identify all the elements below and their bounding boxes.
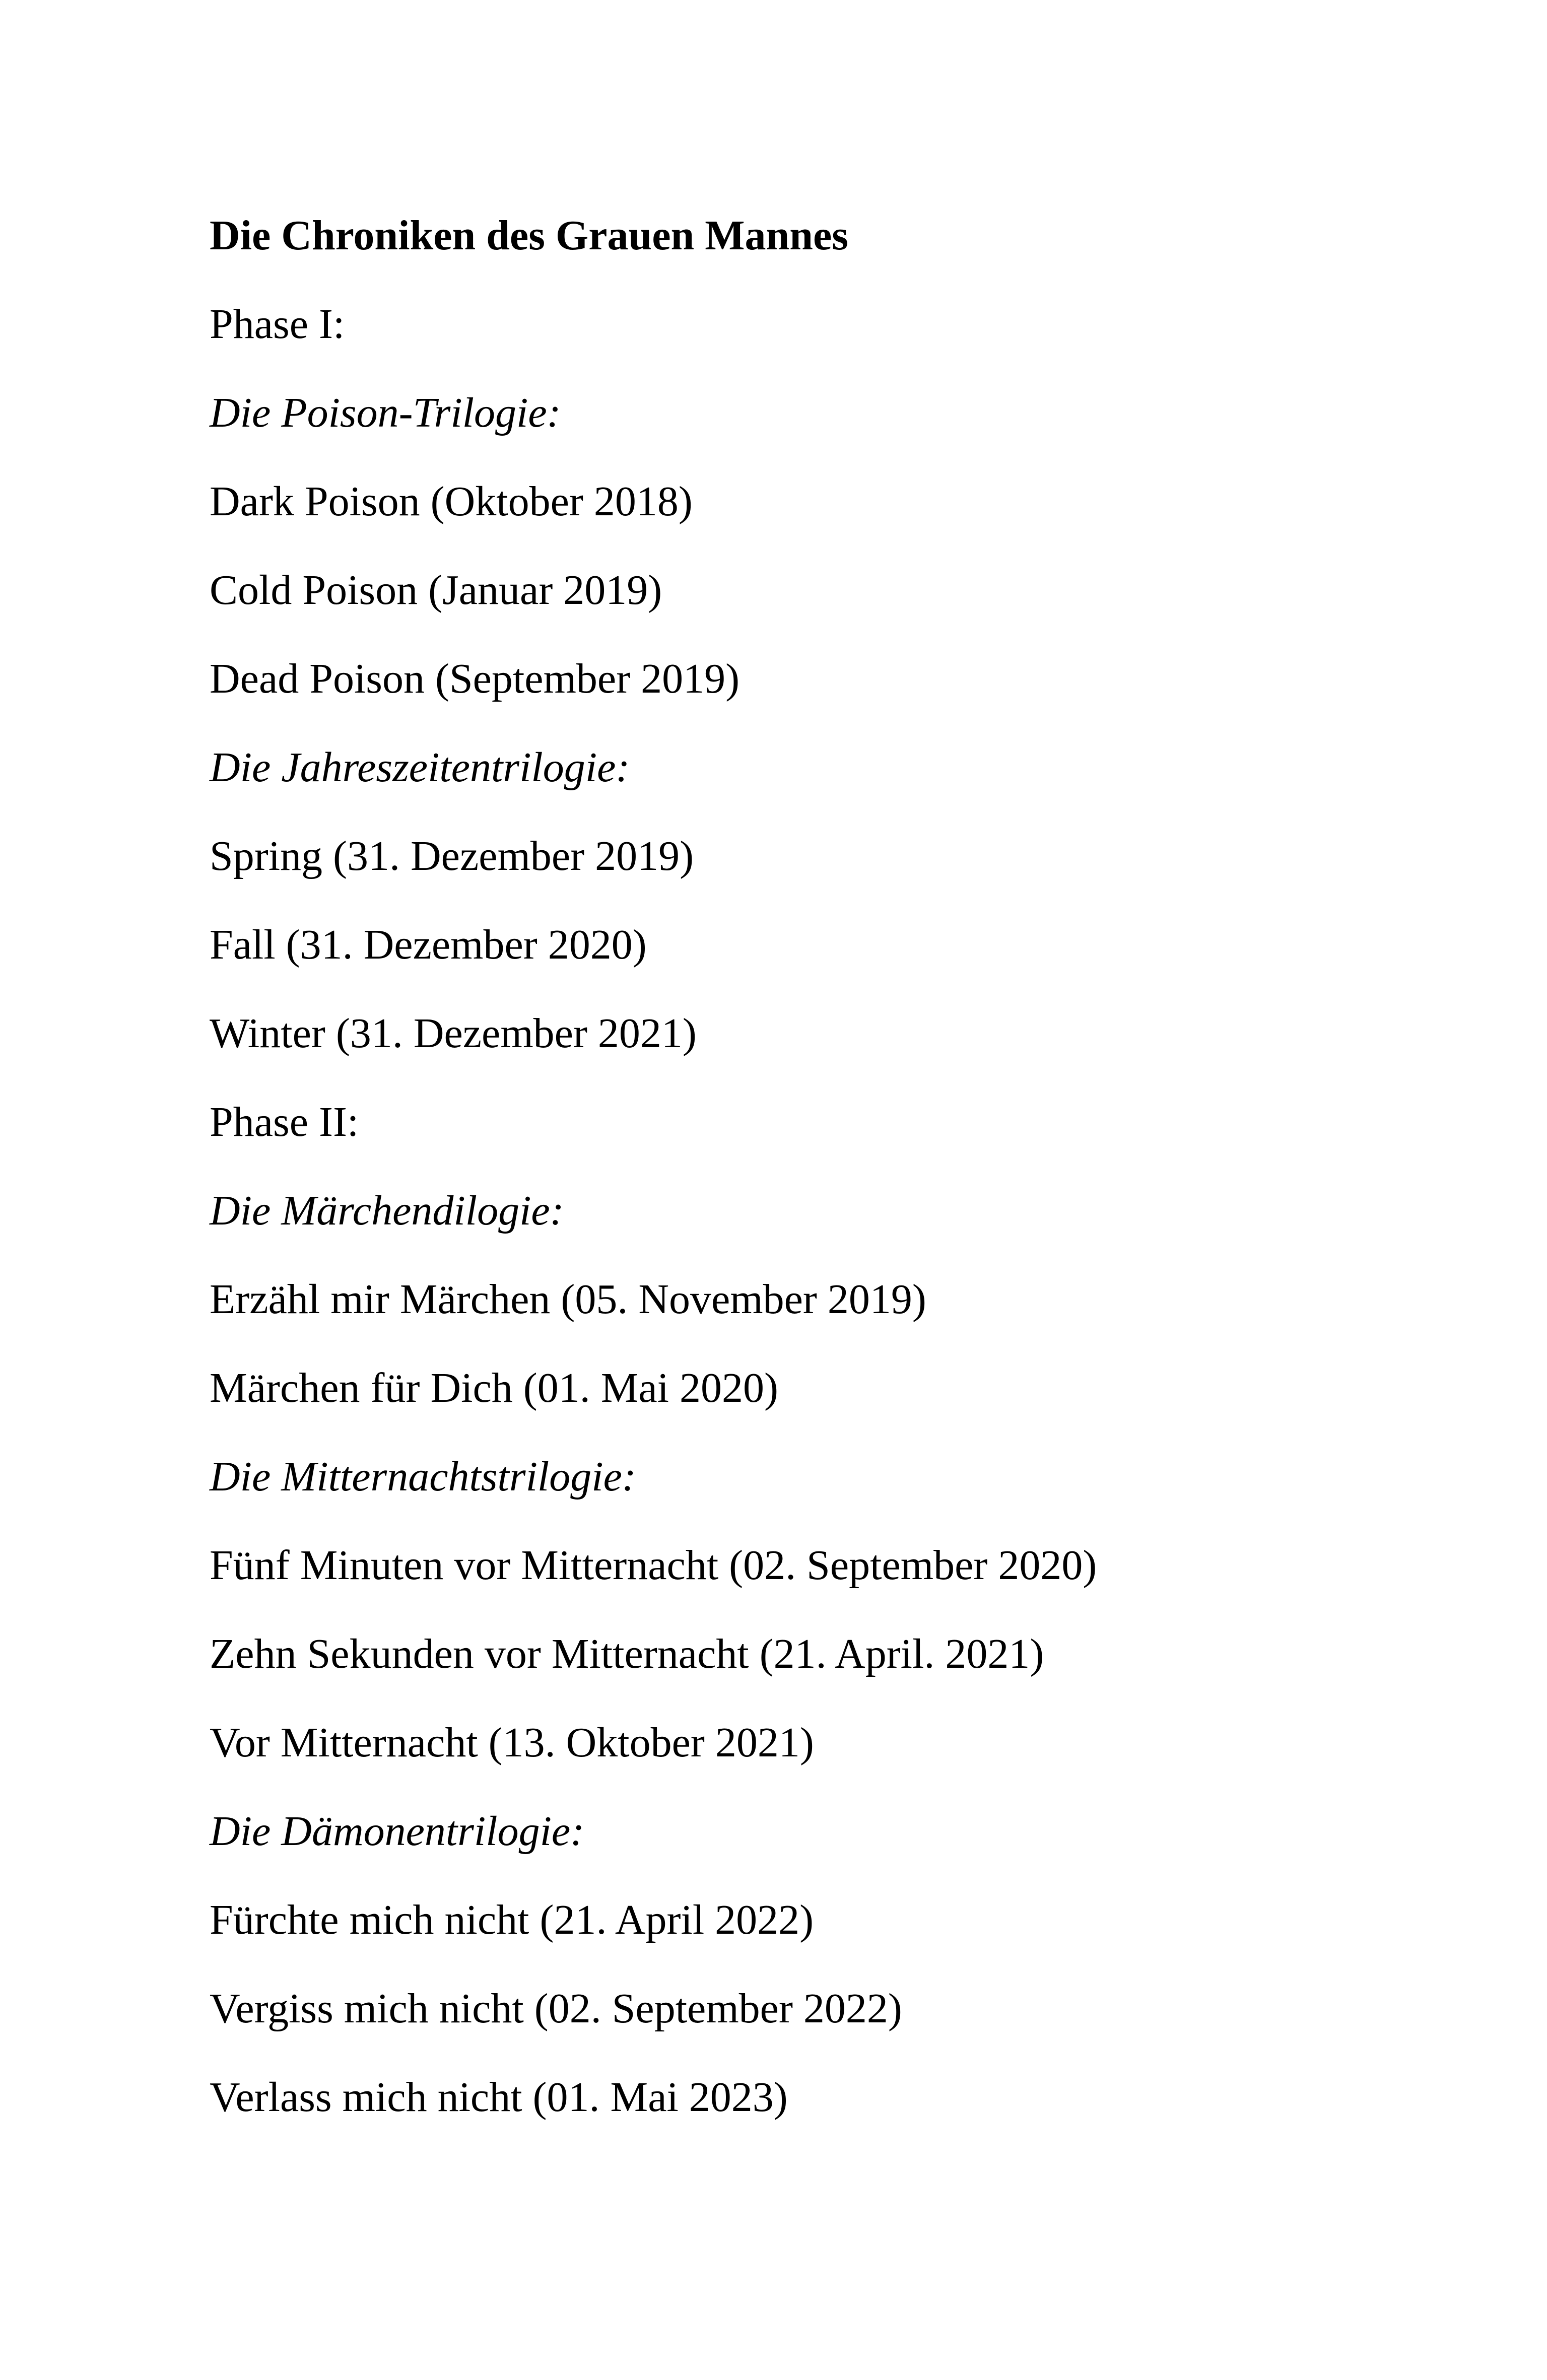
phase-heading: Phase II:	[210, 1099, 359, 1145]
book-entry: Cold Poison (Januar 2019)	[210, 567, 662, 614]
book-entry: Fünf Minuten vor Mitternacht (02. September 2020)	[210, 1542, 1097, 1589]
document-title: Die Chroniken des Grauen Mannes	[210, 212, 848, 259]
book-entry: Verlass mich nicht (01. Mai 2023)	[210, 2074, 788, 2121]
phase-heading: Phase I:	[210, 301, 345, 348]
series-heading: Die Mitternachtstrilogie:	[210, 1453, 636, 1500]
book-entry: Fürchte mich nicht (21. April 2022)	[210, 1896, 814, 1943]
book-entry: Erzähl mir Märchen (05. November 2019)	[210, 1276, 926, 1323]
book-entry: Dead Poison (September 2019)	[210, 655, 740, 702]
book-entry: Winter (31. Dezember 2021)	[210, 1010, 697, 1057]
book-list	[210, 191, 1419, 2142]
book-entry: Fall (31. Dezember 2020)	[210, 921, 647, 968]
book-entry: Vor Mitternacht (13. Oktober 2021)	[210, 1719, 814, 1766]
series-heading: Die Poison-Trilogie:	[210, 389, 561, 436]
book-entry: Vergiss mich nicht (02. September 2022)	[210, 1985, 902, 2032]
book-entry: Märchen für Dich (01. Mai 2020)	[210, 1365, 778, 1411]
book-entry: Dark Poison (Oktober 2018)	[210, 478, 693, 525]
book-entry: Zehn Sekunden vor Mitternacht (21. April. 2021)	[210, 1630, 1044, 1677]
series-heading: Die Märchendilogie:	[210, 1187, 564, 1234]
series-heading: Die Jahreszeitentrilogie:	[210, 744, 630, 791]
book-entry: Spring (31. Dezember 2019)	[210, 833, 694, 879]
series-heading: Die Dämonentrilogie:	[210, 1808, 585, 1855]
